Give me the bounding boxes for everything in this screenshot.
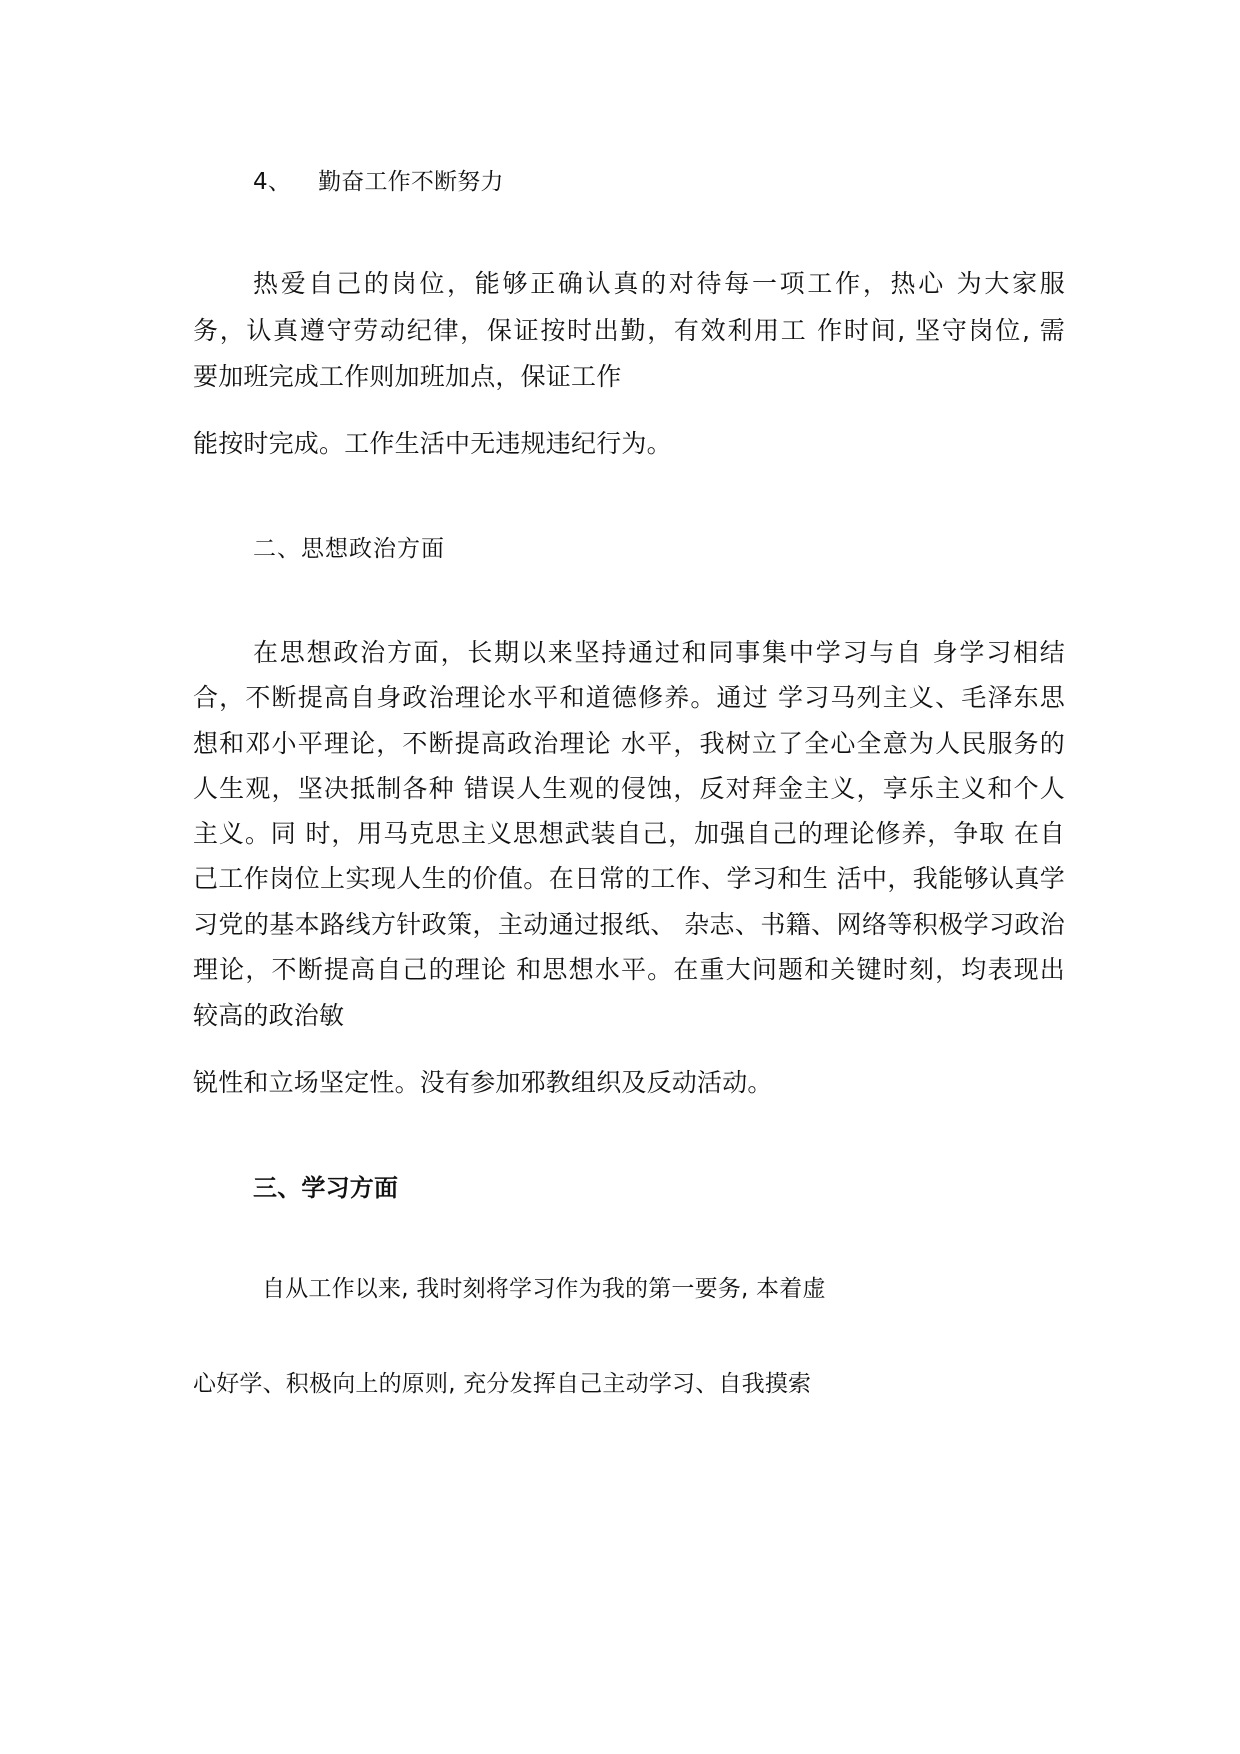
para2-line-2: 合，不断提高自身政治理论水平和道德修养。通过 学习马列主义、毛泽东思 [193, 683, 1065, 712]
section-3-heading: 三、学习方面 [253, 1174, 399, 1202]
para3-line-2: 心好学、积极向上的原则, 充分发挥自己主动学习、自我摸索 [193, 1371, 812, 1397]
para1-line-1: 热爱自己的岗位，能够正确认真的对待每一项工作，热心 为大家服 [253, 269, 1065, 298]
para2-line-1: 在思想政治方面，长期以来坚持通过和同事集中学习与自 身学习相结 [253, 638, 1065, 667]
para2-line-7: 习党的基本路线方针政策，主动通过报纸、 杂志、书籍、网络等积极学习政治 [193, 910, 1065, 939]
item-4-number: 4、 [253, 169, 292, 195]
para2-line-4: 人生观，坚决抵制各种 错误人生观的侵蚀，反对拜金主义，享乐主义和个人 [193, 774, 1065, 803]
para3-line-1: 自从工作以来, 我时刻将学习作为我的第一要务, 本着虚 [262, 1276, 826, 1302]
para1-line-3: 要加班完成工作则加班加点，保证工作 [193, 362, 622, 391]
para2-line-9: 较高的政治敏 [193, 1001, 345, 1030]
para1-line-4: 能按时完成。工作生活中无违规违纪行为。 [193, 429, 672, 458]
section-2-heading: 二、思想政治方面 [253, 536, 445, 562]
para1-line-2: 务，认真遵守劳动纪律，保证按时出勤，有效利用工 作时间, 坚守岗位, 需 [193, 316, 1065, 345]
item-4-title: 勤奋工作不断努力 [318, 169, 504, 195]
para2-line-6: 己工作岗位上实现人生的价值。在日常的工作、学习和生 活中，我能够认真学 [193, 864, 1065, 893]
para2-line-5: 主义。同 时，用马克思主义思想武装自己，加强自己的理论修养，争取 在自 [193, 819, 1065, 848]
para2-line-8: 理论，不断提高自己的理论 和思想水平。在重大问题和关键时刻，均表现出 [193, 955, 1065, 984]
para2-line-3: 想和邓小平理论，不断提高政治理论 水平，我树立了全心全意为人民服务的 [193, 729, 1065, 758]
item-4-heading [253, 165, 504, 199]
para2-line-10: 锐性和立场坚定性。没有参加邪教组织及反动活动。 [193, 1068, 773, 1097]
